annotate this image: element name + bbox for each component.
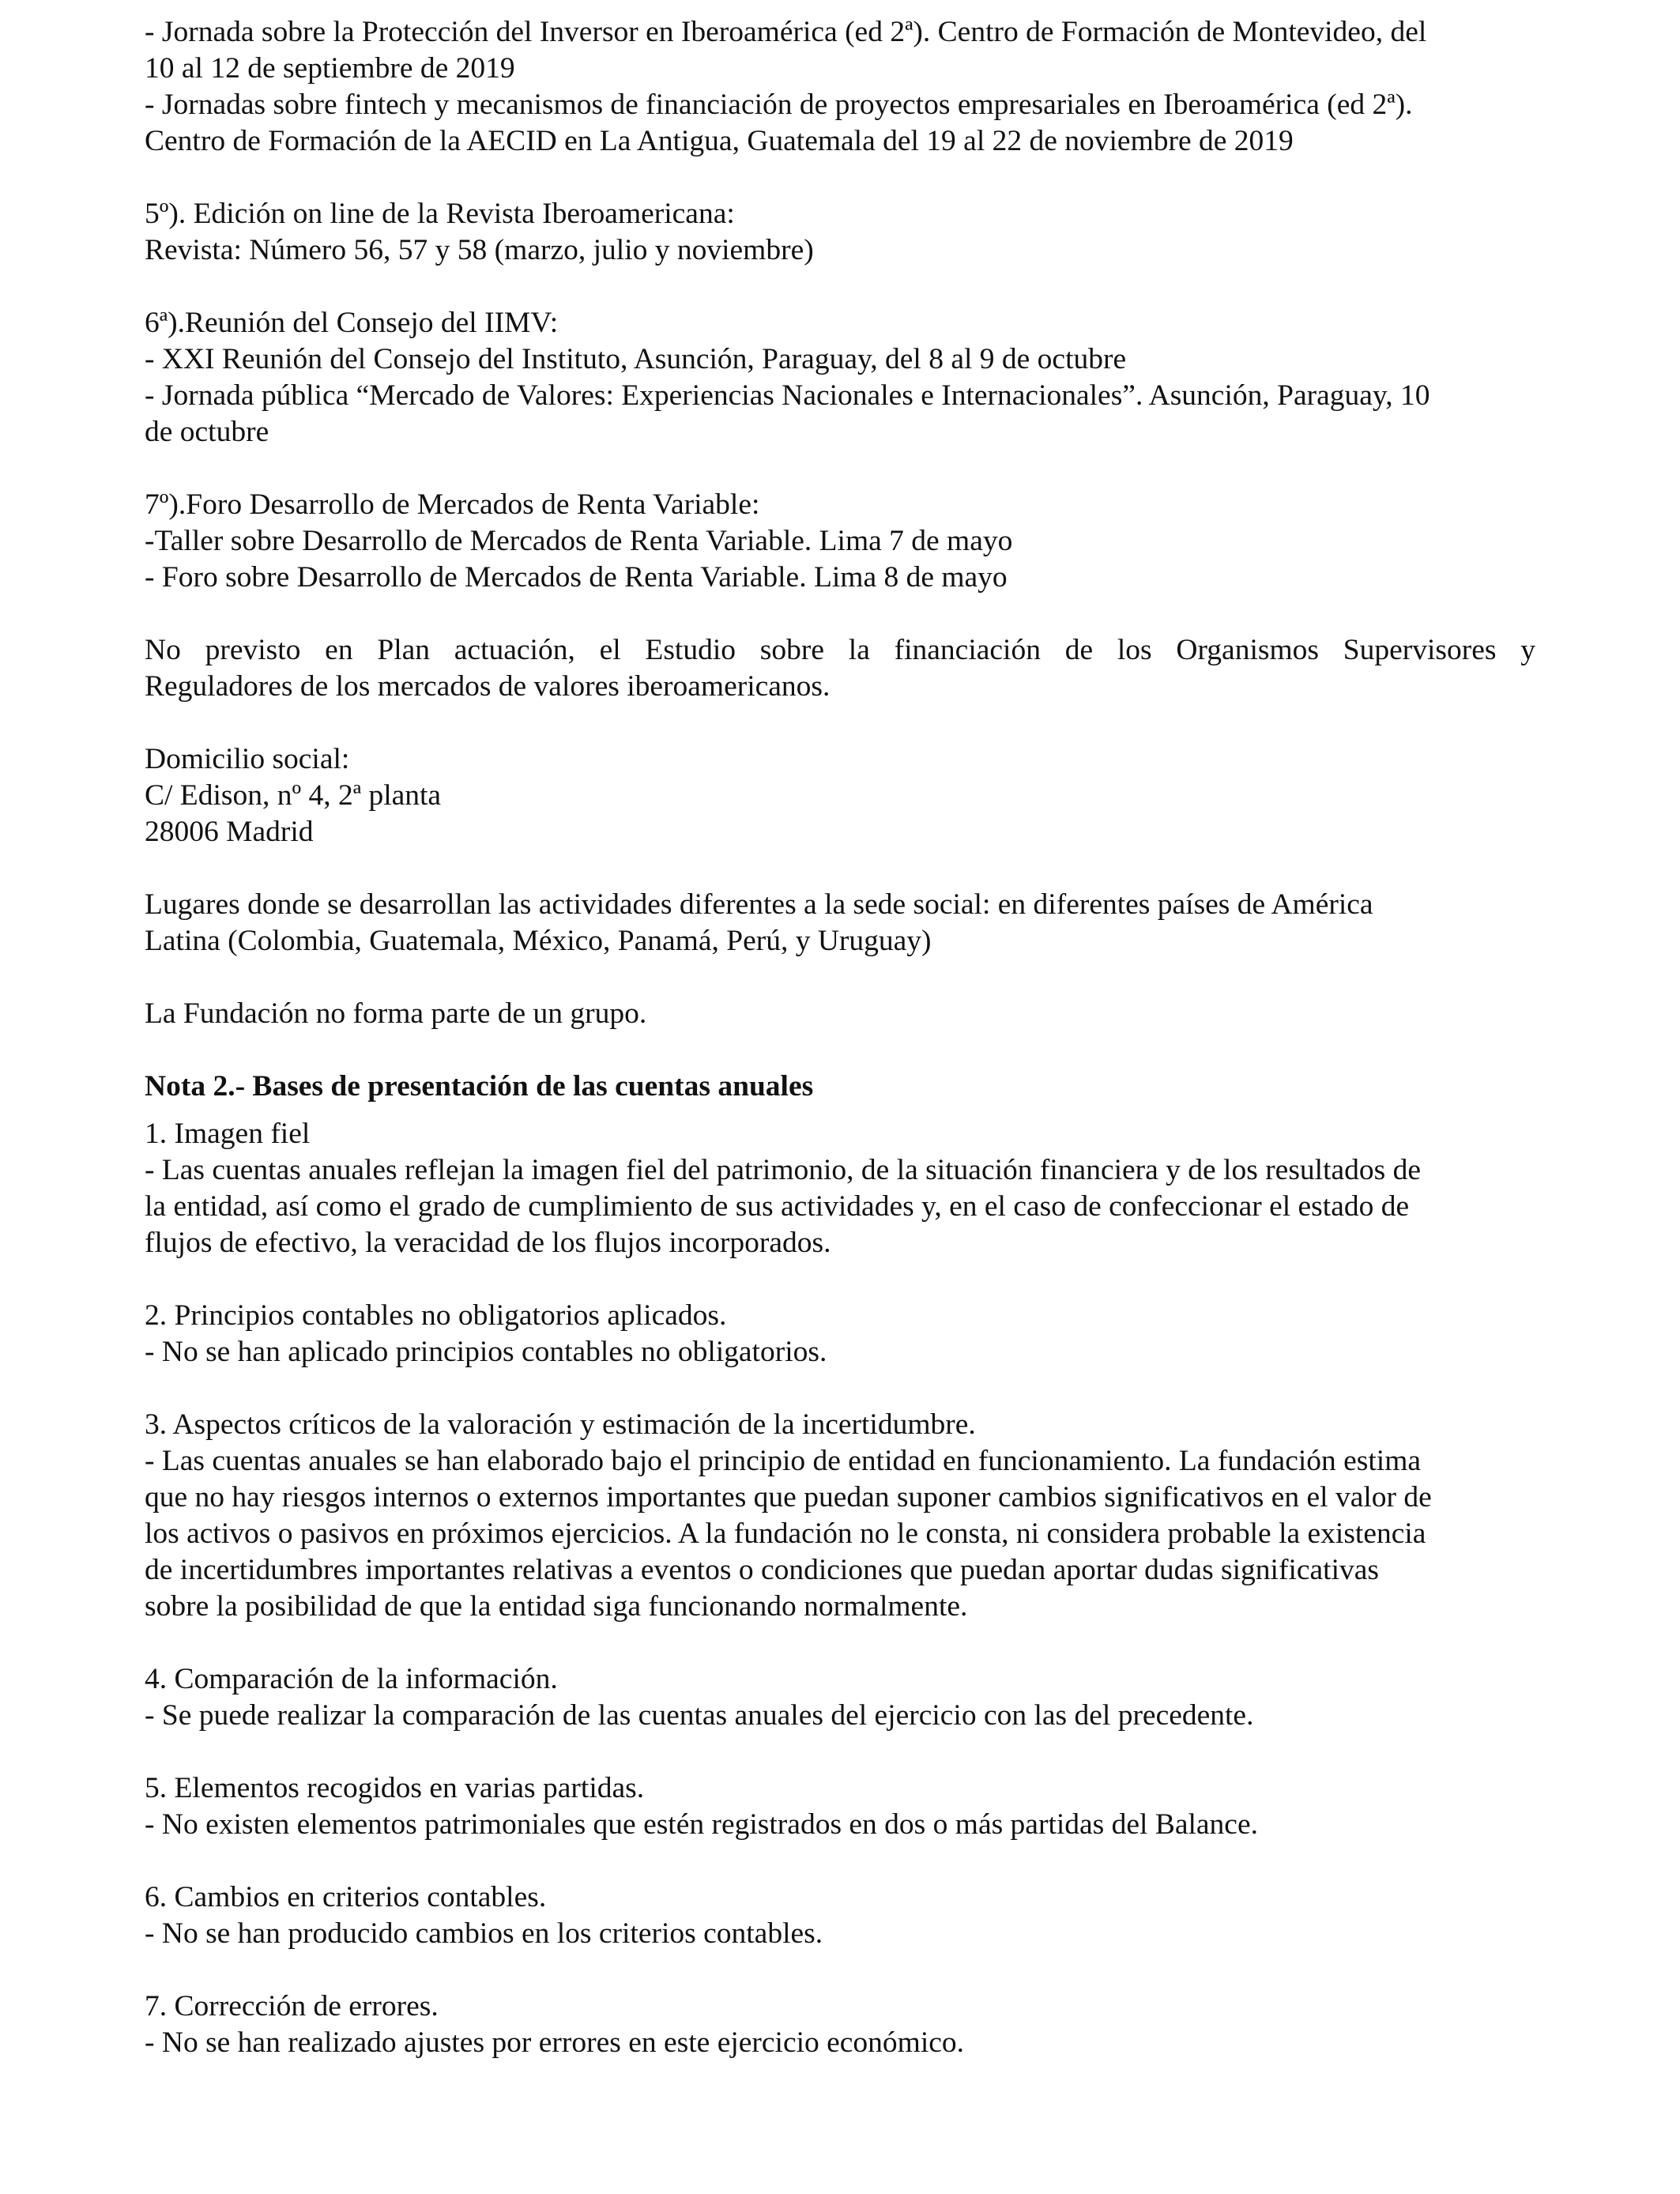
grupo-statement: La Fundación no forma parte de un grupo. <box>145 997 647 1030</box>
spacer <box>145 1105 1535 1116</box>
consejo-line: de octubre <box>145 416 269 448</box>
revista-line: Revista: Número 56, 57 y 58 (marzo, julio y noviembre) <box>145 234 814 266</box>
domicilio-address: C/ Edison, nº 4, 2ª planta <box>145 779 442 812</box>
spacer <box>145 1261 1535 1298</box>
section-title: 4. Comparación de la información. <box>145 1663 558 1695</box>
event-line: 10 al 12 de septiembre de 2019 <box>145 52 515 85</box>
spacer <box>145 596 1535 632</box>
section-title: 7. Corrección de errores. <box>145 1990 439 2022</box>
consejo-title: 6ª).Reunión del Consejo del IIMV: <box>145 307 559 339</box>
spacer <box>145 959 1535 996</box>
section-line: la entidad, así como el grado de cumplimiento de sus actividades y, en el caso de confeccionar el estado de <box>145 1190 1410 1223</box>
section-line: - No se han realizado ajustes por errores en este ejercicio económico. <box>145 2026 965 2059</box>
section-title: 3. Aspectos críticos de la valoración y estimación de la incertidumbre. <box>145 1408 976 1441</box>
lugares-line: Lugares donde se desarrollan las actividades diferentes a la sede social: en diferentes países de América <box>145 888 1373 921</box>
spacer <box>145 160 1535 196</box>
section-line: - Las cuentas anuales se han elaborado bajo el principio de entidad en funcionamiento. La fundación estima <box>145 1445 1422 1477</box>
foro-line: - Foro sobre Desarrollo de Mercados de Renta Variable. Lima 8 de mayo <box>145 561 1008 594</box>
lugares-line: Latina (Colombia, Guatemala, México, Panamá, Perú, y Uruguay) <box>145 925 932 957</box>
section-title: 1. Imagen fiel <box>145 1118 311 1150</box>
domicilio-title: Domicilio social: <box>145 743 350 775</box>
spacer <box>145 1370 1535 1407</box>
section-title: 2. Principios contables no obligatorios aplicados. <box>145 1299 727 1332</box>
section-line: - Las cuentas anuales reflejan la imagen fiel del patrimonio, de la situación financiera y de los resultados de <box>145 1154 1422 1186</box>
no-previsto-line: Reguladores de los mercados de valores iberoamericanos. <box>145 670 831 703</box>
event-line: - Jornada sobre la Protección del Inversor en Iberoamérica (ed 2ª). Centro de Formación de Montevideo, del <box>145 16 1427 48</box>
section-line: - Se puede realizar la comparación de las cuentas anuales del ejercicio con las del precedente. <box>145 1699 1254 1732</box>
section-line: flujos de efectivo, la veracidad de los flujos incorporados. <box>145 1227 831 1259</box>
section-title: 5. Elementos recogidos en varias partidas. <box>145 1772 645 1804</box>
spacer <box>145 1032 1535 1069</box>
spacer <box>145 1952 1535 1989</box>
spacer <box>145 705 1535 741</box>
event-line: Centro de Formación de la AECID en La Antigua, Guatemala del 19 al 22 de noviembre de 2019 <box>145 125 1294 157</box>
nota2-heading: Nota 2.- Bases de presentación de las cuentas anuales <box>145 1070 814 1103</box>
section-line: - No se han aplicado principios contables no obligatorios. <box>145 1336 827 1368</box>
section-title: 6. Cambios en criterios contables. <box>145 1881 547 1913</box>
section-line: - No existen elementos patrimoniales que estén registrados en dos o más partidas del Balance. <box>145 1808 1258 1841</box>
document-page <box>145 14 1535 2061</box>
foro-title: 7º).Foro Desarrollo de Mercados de Renta Variable: <box>145 488 760 521</box>
section-line: de incertidumbres importantes relativas a eventos o condiciones que puedan aportar dudas significativas <box>145 1554 1379 1586</box>
foro-line: -Taller sobre Desarrollo de Mercados de Renta Variable. Lima 7 de mayo <box>145 525 1013 557</box>
section-line: los activos o pasivos en próximos ejercicios. A la fundación no le consta, ni considera probable la existencia <box>145 1517 1426 1550</box>
section-line: - No se han producido cambios en los criterios contables. <box>145 1917 823 1950</box>
spacer <box>145 450 1535 487</box>
spacer <box>145 269 1535 305</box>
consejo-line: - Jornada pública “Mercado de Valores: Experiencias Nacionales e Internacionales”. Asunción, Paraguay, 10 <box>145 379 1430 412</box>
spacer <box>145 1625 1535 1661</box>
spacer <box>145 850 1535 887</box>
section-line: que no hay riesgos internos o externos importantes que puedan suponer cambios significativos en el valor de <box>145 1481 1432 1514</box>
consejo-line: - XXI Reunión del Consejo del Instituto, Asunción, Paraguay, del 8 al 9 de octubre <box>145 343 1127 375</box>
no-previsto-line: No previsto en Plan actuación, el Estudio sobre la financiación de los Organismos Supervisores y <box>145 634 1535 666</box>
revista-title: 5º). Edición on line de la Revista Iberoamericana: <box>145 198 735 230</box>
domicilio-city: 28006 Madrid <box>145 816 314 848</box>
spacer <box>145 1734 1535 1770</box>
section-line: sobre la posibilidad de que la entidad siga funcionando normalmente. <box>145 1590 968 1623</box>
event-line: - Jornadas sobre fintech y mecanismos de financiación de proyectos empresariales en Iberoamérica (ed 2ª). <box>145 89 1413 121</box>
spacer <box>145 1843 1535 1879</box>
